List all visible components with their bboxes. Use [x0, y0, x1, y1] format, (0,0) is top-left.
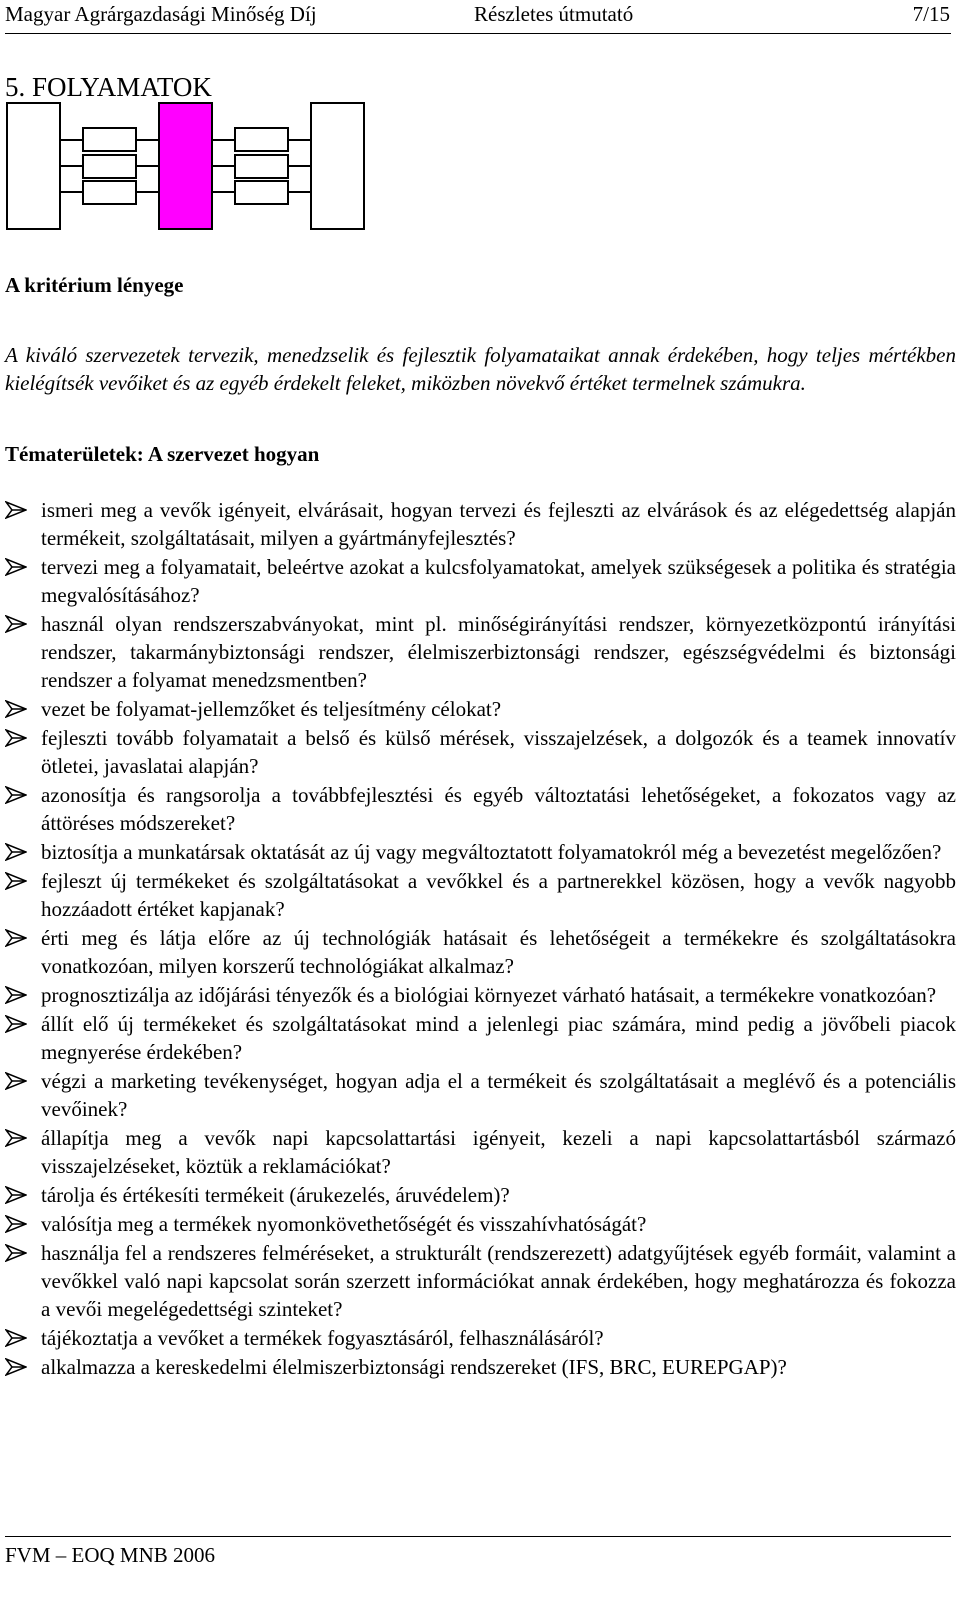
arrow-bullet-icon: [5, 872, 27, 890]
header-page-number: 7/15: [912, 2, 950, 26]
arrow-bullet-icon: [5, 986, 27, 1004]
topic-item-text: tájékoztatja a vevőket a termékek fogyasztásáról, felhasználásáról?: [41, 1326, 604, 1350]
topic-item-text: fejleszti tovább folyamatait a belső és külső mérések, visszajelzések, a dolgozók és a teamek innovatív ötletei, javaslatai alapján?: [41, 726, 956, 778]
topic-item-text: tervezi meg a folyamatait, beleértve azokat a kulcsfolyamatokat, amelyek szükségesek a politika és stratégia megvalósításához?: [41, 555, 956, 607]
topic-item-text: állapítja meg a vevők napi kapcsolattartási igényeit, kezeli a napi kapcsolattartásból származó visszajelzéseket, köztük a reklamációkat?: [41, 1126, 956, 1178]
arrow-bullet-icon: [5, 1015, 27, 1033]
diagram-key-results-box: [311, 103, 364, 229]
arrow-bullet-icon: [5, 729, 27, 747]
topic-list-item: [0, 1210, 956, 1238]
topic-list-item: [0, 838, 956, 866]
topic-item-text: fejleszt új termékeket és szolgáltatásokat a vevőkkel és a partnerekkel közösen, hogy a vevők nagyobb hozzáadott értéket kapjanak?: [41, 869, 956, 921]
diagram-society-results-box: [235, 181, 288, 204]
arrow-bullet-icon: [5, 1215, 27, 1233]
section-title: 5. FOLYAMATOK: [5, 72, 212, 102]
essence-heading: A kritérium lényege: [5, 273, 184, 297]
topic-list-item: [0, 695, 956, 723]
topics-heading: Tématerületek: A szervezet hogyan: [5, 442, 320, 466]
topic-item-text: használja fel a rendszeres felméréseket, a strukturált (rendszerezett) adatgyűjtések egyéb formáit, valamint a vevőkkel való napi kapcsolat során szerzett információkat annak érdekében, hogy meghatározza és fokozza a vevői megelégedettségi szinteket?: [41, 1241, 956, 1321]
header-divider: [5, 33, 951, 34]
arrow-bullet-icon: [5, 786, 27, 804]
diagram-leadership-box: [7, 103, 60, 229]
arrow-bullet-icon: [5, 843, 27, 861]
topic-list-item: [0, 1239, 956, 1323]
excellence-model-diagram: [0, 0, 960, 260]
essence-text: A kiváló szervezetek tervezik, menedzselik és fejlesztik folyamataikat annak érdekében, hogy teljes mértékben kielégítsék vevőiket és az egyéb érdekelt feleket, miközben növekvő értéket termelnek számukra.: [5, 343, 956, 395]
arrow-bullet-icon: [5, 1072, 27, 1090]
topic-list-item: [0, 1353, 956, 1381]
topic-item-text: tárolja és értékesíti termékeit (árukezelés, áruvédelem)?: [41, 1183, 510, 1207]
topic-item-text: valósítja meg a termékek nyomonkövethetőségét és visszahívhatóságát?: [41, 1212, 647, 1236]
topic-item-text: ismeri meg a vevők igényeit, elvárásait, hogyan tervezi és fejleszti az elvárások és az elégedettség alapján termékeit, szolgáltatásait, milyen a gyártmányfejlesztés?: [41, 498, 956, 550]
topic-item-text: állít elő új termékeket és szolgáltatásokat mind a jelenlegi piac számára, mind pedig a jövőbeli piacok megnyerése érdekében?: [41, 1012, 956, 1064]
topic-item-text: érti meg és látja előre az új technológiák hatásait és lehetőségeit a termékekre és szolgáltatásokra vonatkozóan, milyen korszerű technológiákat alkalmaz?: [41, 926, 956, 978]
topic-list-item: [0, 1324, 956, 1352]
arrow-bullet-icon: [5, 1329, 27, 1347]
topic-list-item: [0, 981, 956, 1009]
arrow-bullet-icon: [5, 1186, 27, 1204]
topic-list: [0, 496, 960, 1382]
topic-list-item: [0, 867, 956, 923]
topic-list-item: [0, 724, 956, 780]
topic-list-item: [0, 781, 956, 837]
arrow-bullet-icon: [5, 501, 27, 519]
arrow-bullet-icon: [5, 700, 27, 718]
diagram-policy-box: [83, 155, 136, 178]
topic-item-text: vezet be folyamat-jellemzőket és teljesítmény célokat?: [41, 697, 502, 721]
topic-list-item: [0, 924, 956, 980]
diagram-processes-box: [159, 103, 212, 229]
arrow-bullet-icon: [5, 615, 27, 633]
topic-list-item: [0, 1181, 956, 1209]
diagram-customer-results-box: [235, 155, 288, 178]
page-footer: FVM – EOQ MNB 2006: [5, 1543, 216, 1567]
header-document-title: Magyar Agrárgazdasági Minőség Díj: [5, 2, 317, 26]
topic-item-text: használ olyan rendszerszabványokat, mint pl. minőségirányítási rendszer, környezetközpontú irányítási rendszer, takarmánybiztonsági rendszer, élelmiszerbiztonsági rendszer, egészségvédelmi és biztonsági rendszer a folyamat menedzsmentben?: [41, 612, 956, 692]
arrow-bullet-icon: [5, 1129, 27, 1147]
arrow-bullet-icon: [5, 1244, 27, 1262]
arrow-bullet-icon: [5, 1358, 27, 1376]
arrow-bullet-icon: [5, 929, 27, 947]
footer-divider: [5, 1536, 951, 1537]
topic-list-item: [0, 1067, 956, 1123]
diagram-people-box: [83, 128, 136, 151]
topic-list-item: [0, 553, 956, 609]
topic-item-text: azonosítja és rangsorolja a továbbfejlesztési és egyéb változtatási lehetőségeket, a fokozatos vagy az áttöréses módszereket?: [41, 783, 956, 835]
header-subtitle: Részletes útmutató: [474, 2, 634, 26]
topic-item-text: prognosztizálja az időjárási tényezők és a biológiai környezet várható hatásait, a termékekre vonatkozóan?: [41, 983, 937, 1007]
topic-item-text: alkalmazza a kereskedelmi élelmiszerbiztonsági rendszereket (IFS, BRC, EUREPGAP)?: [41, 1355, 787, 1379]
topic-list-item: [0, 610, 956, 694]
topic-item-text: végzi a marketing tevékenységet, hogyan adja el a termékeit és szolgáltatásait a meglévő és a potenciális vevőinek?: [41, 1069, 956, 1121]
topic-list-item: [0, 496, 956, 552]
topic-list-item: [0, 1124, 956, 1180]
page-header: [5, 0, 950, 28]
topic-item-text: biztosítja a munkatársak oktatását az új vagy megváltoztatott folyamatokról még a bevezetést megelőzően?: [41, 840, 942, 864]
diagram-partnerships-box: [83, 181, 136, 204]
arrow-bullet-icon: [5, 558, 27, 576]
topic-list-item: [0, 1010, 956, 1066]
diagram-people-results-box: [235, 128, 288, 151]
